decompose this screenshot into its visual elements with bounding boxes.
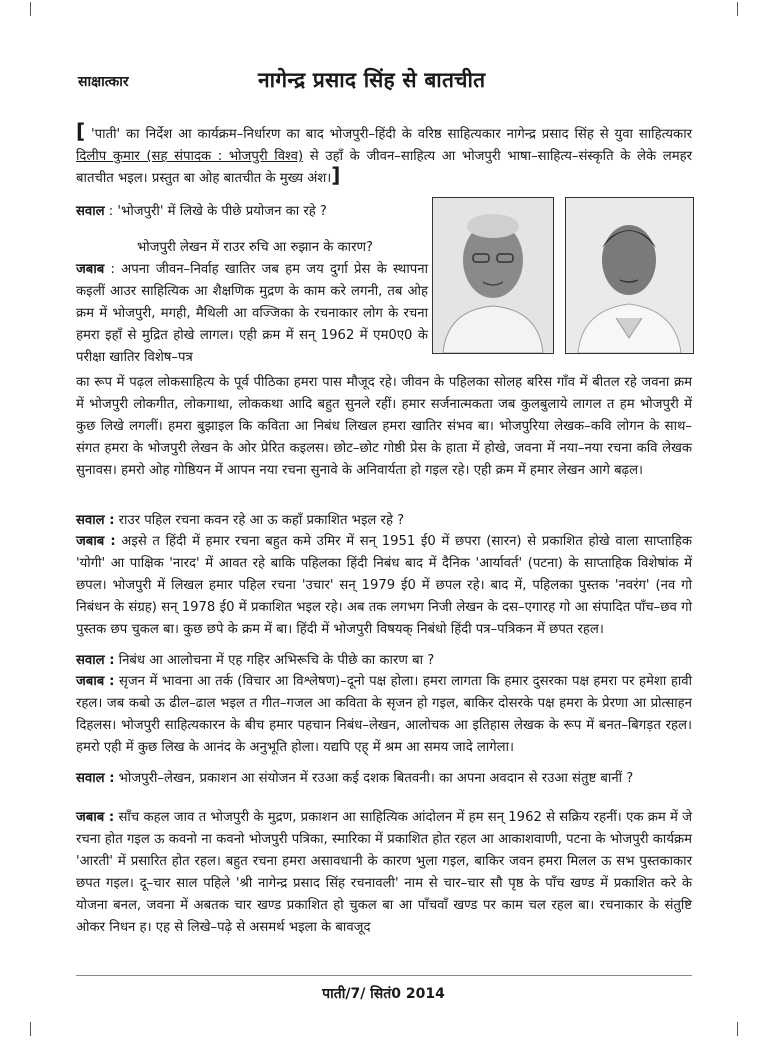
intro-text-1: 'पाती' का निर्देश आ कार्यक्रम–निर्धारण का बाद भोजपुरी–हिंदी के वरिष्ठ साहित्यकार नागेन्द्र प्रसाद सिंह से युवा साहित्यकार: [85, 127, 692, 142]
crop-mark: [737, 1022, 738, 1036]
portrait-young-man-photo: [565, 197, 694, 354]
interviewer-name: दिलीप कुमार (सह संपादक : भोजपुरी विश्व): [76, 149, 304, 164]
answer-1-top: [76, 259, 428, 369]
portrait-elderly-man-photo: [432, 197, 554, 354]
section-label: साक्षात्कार: [78, 74, 129, 90]
question-text: : 'भोजपुरी' में लिखे के पीछे प्रयोजन का रहे ?: [104, 204, 327, 219]
answer-tag: जबाब :: [76, 534, 116, 549]
question-tag: सवाल :: [76, 653, 115, 668]
question-tag: सवाल :: [76, 513, 115, 528]
crop-mark: [30, 2, 31, 16]
answer-text: अइसे त हिंदी में हमार रचना बहुत कमे उमिर में सन् 1951 ई0 में छपरा (सारन) से प्रकाशित होखे वाला साप्ताहिक 'योगी' आ पाक्षिक 'नारद' में आवत रहे बाकि पहिलका हिंदी निबंध बाद में दैनिक 'आर्यावर्त' (पटना) के साप्ताहिक विशेषांक में छपल। भोजपुरी में लिखल हमार पहिल रचना 'उचार' सन् 1979 ई0 में छपल रहे। बाद में, पहिलका पुस्तक 'नवरंग' (नव गो निबंधन के संग्रह) सन् 1978 ई0 में प्रकाशित भइल रहे। अब तक लगभग निजी लेखन के दस–एगारह गो आ संपादित पाँच–छव गो पुस्तक छप चुकल बा। कुछ छपे के क्रम में बा। हिंदी में भोजपुरी विषयक् निबंधो हिंदी पत्र–पत्रिकन में छपत रहल।: [76, 534, 692, 637]
portrait-young-man-icon: [566, 198, 693, 353]
intro-open-bracket: [: [76, 119, 86, 143]
answer-text: साँच कहल जाव त भोजपुरी के मुद्रण, प्रकाशन आ साहित्यिक आंदोलन में हम सन् 1962 से सक्रिय रहनीं। एक क्रम में जे रचना होत गइल ऊ कवनो ना कवनो भोजपुरी पत्रिका, स्मारिका में प्रकाशित होत रहल आ आकाशवाणी, पटना के भोजपुरी कार्यक्रम 'आरती' में प्रसारित होत रहल। बहुत रचना हमरा असावधानी के कारण भुला गइल, बाकिर जवन हमरा मिलल ऊ सभ पुस्तकाकार छपत गइल। दू–चार साल पहिले 'श्री नागेन्द्र प्रसाद सिंह रचनावली' नाम से चार–चार सौ पृष्ठ के पाँच खण्ड में प्रकाशित करे के योजना बनल, जवना में अबतक चार खण्ड प्रकाशित हो चुकल बा आ पाँचवाँ खण्ड पर काम चल रहल बा। रचनाकार के संतुष्टि ओकर निधन ह। एह से लिखे–पढ़े से असमर्थ भइला के बावजूद: [76, 810, 692, 935]
answer-1-continued: का रूप में पढ़ल लोकसाहित्य के पूर्व पीठिका हमरा पास मौजूद रहे। जीवन के पहिलका सोलह बरिस गाँव में बीतल रहे जवना क्रम में भोजपुरी लोकगीत, लोकगाथा, लोककथा आदि बहुत सुनले रहीं। हमार सर्जनात्मकता जब कुलबुलाये लागल त हम भोजपुरी में कुछ लिखे लगलीं। हमरा बुझाइल कि कविता आ निबंध लिखल हमरा खातिर संभव बा। भोजपुरिया लेखक–कवि लोगन के साथ–संगत हमरा के भोजपुरी लेखन के ओर प्रेरित कइलस। छोट–छोट गोष्ठी प्रेस के हाता में होखे, जवना में नया–नया रचना कवि लेखक सुनावस। हमरो ओह गोष्ठियन में आपन नया रचना सुनावे के अनिवार्यता हो गइल रहे। एही क्रम में हमार लेखन आगे बढ़ल।: [76, 375, 692, 478]
question-3: [76, 650, 692, 672]
answer-tag: जबाब: [76, 262, 105, 277]
intro-paragraph: [76, 119, 693, 190]
portrait-elderly-man-icon: [433, 198, 553, 353]
question-tag: सवाल: [76, 204, 105, 219]
footer-divider: [76, 975, 692, 976]
intro-text-2: से उहाँ के जीवन–साहित्य आ भोजपुरी भाषा–साहित्य–संस्कृति के लेके लमहर बातचीत भइल। प्रस्तुत बा ओह बातचीत के मुख्य अंश।: [76, 149, 693, 186]
page-title: नागेन्द्र प्रसाद सिंह से बातचीत: [258, 68, 486, 92]
answer-tag: जबाब :: [76, 674, 115, 689]
answer-tag: जबाब :: [76, 810, 115, 825]
page-footer: पाती/7/ सितं0 2014: [322, 986, 445, 1002]
question-text: भोजपुरी–लेखन, प्रकाशन आ संयोजन में रउआ कई दशक बितवनी। का अपना अवदान से रउआ संतुष्ट बानीं ?: [114, 771, 634, 786]
intro-close-bracket: ]: [331, 163, 341, 187]
question-4: [76, 768, 692, 790]
question-1: [76, 201, 426, 223]
answer-4: [76, 807, 692, 939]
question-tag: सवाल :: [76, 771, 115, 786]
question-2: [76, 510, 692, 532]
question-text: निबंध आ आलोचना में एह गहिर अभिरूचि के पीछे का कारण बा ?: [114, 653, 435, 668]
crop-mark: [737, 2, 738, 16]
crop-mark: [30, 1022, 31, 1036]
question-1-followup: भोजपुरी लेखन में राउर रुचि आ रुझान के कारण?: [137, 240, 374, 255]
question-text: राउर पहिल रचना कवन रहे आ ऊ कहाँ प्रकाशित भइल रहे ?: [114, 513, 405, 528]
answer-text: : अपना जीवन–निर्वाह खातिर जब हम जय दुर्गा प्रेस के स्थापना कइलीं आउर साहित्यिक आ शैक्षणिक मुद्रण के काम करे लगनी, तब ओह क्रम में भोजपुरी, मगही, मैथिली आ वज्जिका के रचनाकार लोग के रचना हमरा इहाँ से मुद्रित होखे लागल। एही क्रम में सन् 1962 में एम0ए0 के परीक्षा खातिर विशेष–पत्र: [76, 262, 428, 365]
answer-2: [76, 531, 692, 641]
answer-3: [76, 671, 692, 759]
answer-text: सृजन में भावना आ तर्क (विचार आ विश्लेषण)–दूनो पक्ष होला। हमरा लागता कि हमार दुसरका पक्ष हमरा पर हमेशा हावी रहल। जब कबो ऊ ढील–ढाल भइल त गीत–गजल आ कविता के सृजन हो गइल, बाकिर दोसरके पक्ष हमरा के प्रेरणा आ प्रोत्साहन दिहलस। भोजपुरी साहित्यकारन के बीच हमार पहचान निबंध–लेखन, आलोचक आ इतिहास लेखक के रूप में बनत–बिगड़त रहल। हमरो एही में कुछ लिख के आनंद के अनुभूति होला। यद्यपि एह् में श्रम आ समय जादे लागेला।: [76, 674, 692, 755]
